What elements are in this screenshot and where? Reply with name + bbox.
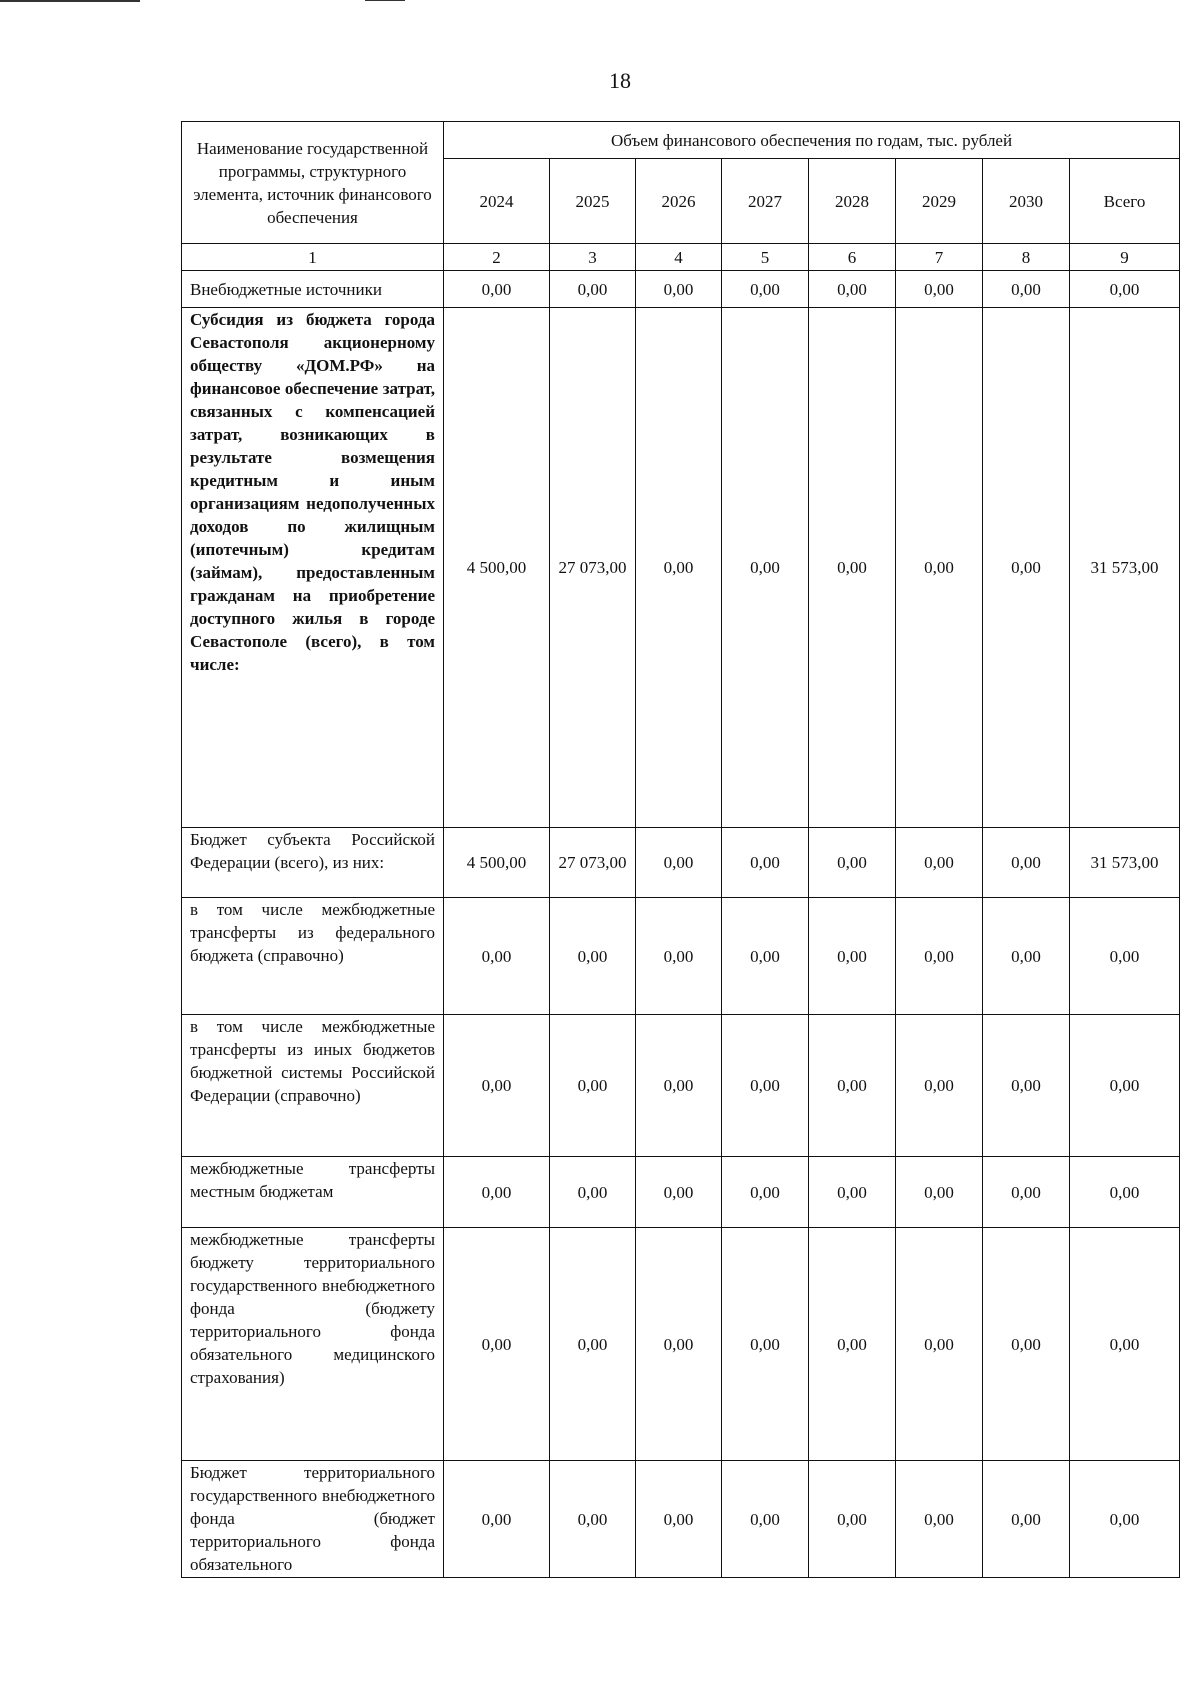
value-cell: 0,00 — [809, 1015, 896, 1157]
value-cell: 0,00 — [444, 1157, 550, 1228]
value-cell: 0,00 — [550, 1015, 636, 1157]
value-cell: 4 500,00 — [444, 308, 550, 828]
value-cell: 0,00 — [636, 828, 722, 898]
value-cell: 0,00 — [896, 1228, 983, 1461]
total-value-cell: 0,00 — [1070, 1157, 1180, 1228]
value-cell: 0,00 — [896, 1461, 983, 1578]
value-cell: 0,00 — [983, 1157, 1070, 1228]
value-cell: 0,00 — [809, 1461, 896, 1578]
header-row — [182, 122, 1180, 159]
value-cell: 0,00 — [809, 271, 896, 308]
table-body — [182, 122, 1180, 1578]
value-cell: 0,00 — [983, 1015, 1070, 1157]
value-cell: 0,00 — [722, 898, 809, 1015]
column-number: 1 — [182, 244, 444, 271]
value-cell: 0,00 — [983, 308, 1070, 828]
table-row — [182, 898, 1180, 1015]
column-number: 7 — [896, 244, 983, 271]
page-number: 18 — [609, 68, 631, 93]
column-number: 4 — [636, 244, 722, 271]
value-cell: 0,00 — [983, 898, 1070, 1015]
row-name-cell: Внебюджетные источники — [182, 271, 444, 308]
total-value-cell: 0,00 — [1070, 898, 1180, 1015]
value-cell: 0,00 — [550, 898, 636, 1015]
value-cell: 0,00 — [444, 898, 550, 1015]
total-header: Всего — [1070, 159, 1180, 244]
value-cell: 0,00 — [444, 1015, 550, 1157]
value-cell: 0,00 — [636, 1461, 722, 1578]
total-value-cell: 0,00 — [1070, 271, 1180, 308]
value-cell: 0,00 — [896, 1015, 983, 1157]
row-name-cell: в том числе межбюджетные трансферты из федерального бюджета (справочно) — [182, 898, 444, 1015]
value-cell: 0,00 — [444, 1461, 550, 1578]
row-name-cell: межбюджетные трансферты бюджету территориального государственного внебюджетного фонда (бюджету территориального фонда обязательного медицинского страхования) — [182, 1228, 444, 1461]
value-cell: 0,00 — [550, 1461, 636, 1578]
value-cell: 0,00 — [896, 1157, 983, 1228]
year-header: 2029 — [896, 159, 983, 244]
value-cell: 0,00 — [550, 1228, 636, 1461]
table-row — [182, 828, 1180, 898]
value-cell: 0,00 — [896, 271, 983, 308]
year-header: 2024 — [444, 159, 550, 244]
value-cell: 0,00 — [809, 308, 896, 828]
value-cell: 0,00 — [983, 1461, 1070, 1578]
scan-edge-mark — [365, 0, 405, 1]
column-number: 9 — [1070, 244, 1180, 271]
value-cell: 0,00 — [722, 1015, 809, 1157]
value-cell: 0,00 — [809, 828, 896, 898]
header-name-cell: Наименование государственной программы, структурного элемента, источник финансового обеспечения — [182, 122, 444, 244]
value-cell: 0,00 — [809, 1228, 896, 1461]
financing-table — [181, 121, 1180, 1578]
value-cell: 0,00 — [809, 898, 896, 1015]
year-header: 2025 — [550, 159, 636, 244]
value-cell: 0,00 — [636, 1228, 722, 1461]
header-volume-cell: Объем финансового обеспечения по годам, тыс. рублей — [444, 122, 1180, 159]
value-cell: 0,00 — [983, 271, 1070, 308]
value-cell: 0,00 — [896, 828, 983, 898]
total-value-cell: 0,00 — [1070, 1015, 1180, 1157]
table-row — [182, 308, 1180, 828]
year-header: 2027 — [722, 159, 809, 244]
column-numbers-row — [182, 244, 1180, 271]
value-cell: 0,00 — [636, 1015, 722, 1157]
column-number: 6 — [809, 244, 896, 271]
table-row — [182, 271, 1180, 308]
value-cell: 0,00 — [983, 1228, 1070, 1461]
total-value-cell: 0,00 — [1070, 1228, 1180, 1461]
year-header: 2030 — [983, 159, 1070, 244]
value-cell: 0,00 — [636, 1157, 722, 1228]
row-name-cell: в том числе межбюджетные трансферты из иных бюджетов бюджетной системы Российской Федерации (справочно) — [182, 1015, 444, 1157]
value-cell: 0,00 — [722, 271, 809, 308]
year-header: 2026 — [636, 159, 722, 244]
value-cell: 0,00 — [722, 1157, 809, 1228]
total-value-cell: 0,00 — [1070, 1461, 1180, 1578]
total-value-cell: 31 573,00 — [1070, 308, 1180, 828]
value-cell: 0,00 — [809, 1157, 896, 1228]
value-cell: 27 073,00 — [550, 828, 636, 898]
value-cell: 0,00 — [444, 1228, 550, 1461]
column-number: 3 — [550, 244, 636, 271]
total-value-cell: 31 573,00 — [1070, 828, 1180, 898]
row-name-cell: межбюджетные трансферты местным бюджетам — [182, 1157, 444, 1228]
table-row — [182, 1461, 1180, 1578]
value-cell: 0,00 — [896, 898, 983, 1015]
column-number: 5 — [722, 244, 809, 271]
table-row — [182, 1015, 1180, 1157]
value-cell: 0,00 — [722, 1228, 809, 1461]
column-number: 2 — [444, 244, 550, 271]
value-cell: 0,00 — [550, 271, 636, 308]
value-cell: 0,00 — [722, 308, 809, 828]
value-cell: 0,00 — [722, 828, 809, 898]
value-cell: 0,00 — [722, 1461, 809, 1578]
column-number: 8 — [983, 244, 1070, 271]
scan-edge-mark — [0, 0, 140, 2]
value-cell: 0,00 — [550, 1157, 636, 1228]
value-cell: 0,00 — [636, 898, 722, 1015]
table-row — [182, 1228, 1180, 1461]
row-name-cell: Бюджет территориального государственного внебюджетного фонда (бюджет территориального фонда обязательного — [182, 1461, 444, 1578]
value-cell: 27 073,00 — [550, 308, 636, 828]
row-name-cell: Бюджет субъекта Российской Федерации (всего), из них: — [182, 828, 444, 898]
value-cell: 0,00 — [444, 271, 550, 308]
value-cell: 0,00 — [636, 308, 722, 828]
year-header: 2028 — [809, 159, 896, 244]
value-cell: 0,00 — [896, 308, 983, 828]
row-name-cell: Субсидия из бюджета города Севастополя акционерному обществу «ДОМ.РФ» на финансовое обеспечение затрат, связанных с компенсацией затрат, возникающих в результате возмещения кредитным и иным организациям недополученных доходов по жилищным (ипотечным) кредитам (займам), предоставленным гражданам на приобретение доступного жилья в городе Севастополе (всего), в том числе: — [182, 308, 444, 828]
value-cell: 0,00 — [636, 271, 722, 308]
value-cell: 4 500,00 — [444, 828, 550, 898]
value-cell: 0,00 — [983, 828, 1070, 898]
table-row — [182, 1157, 1180, 1228]
